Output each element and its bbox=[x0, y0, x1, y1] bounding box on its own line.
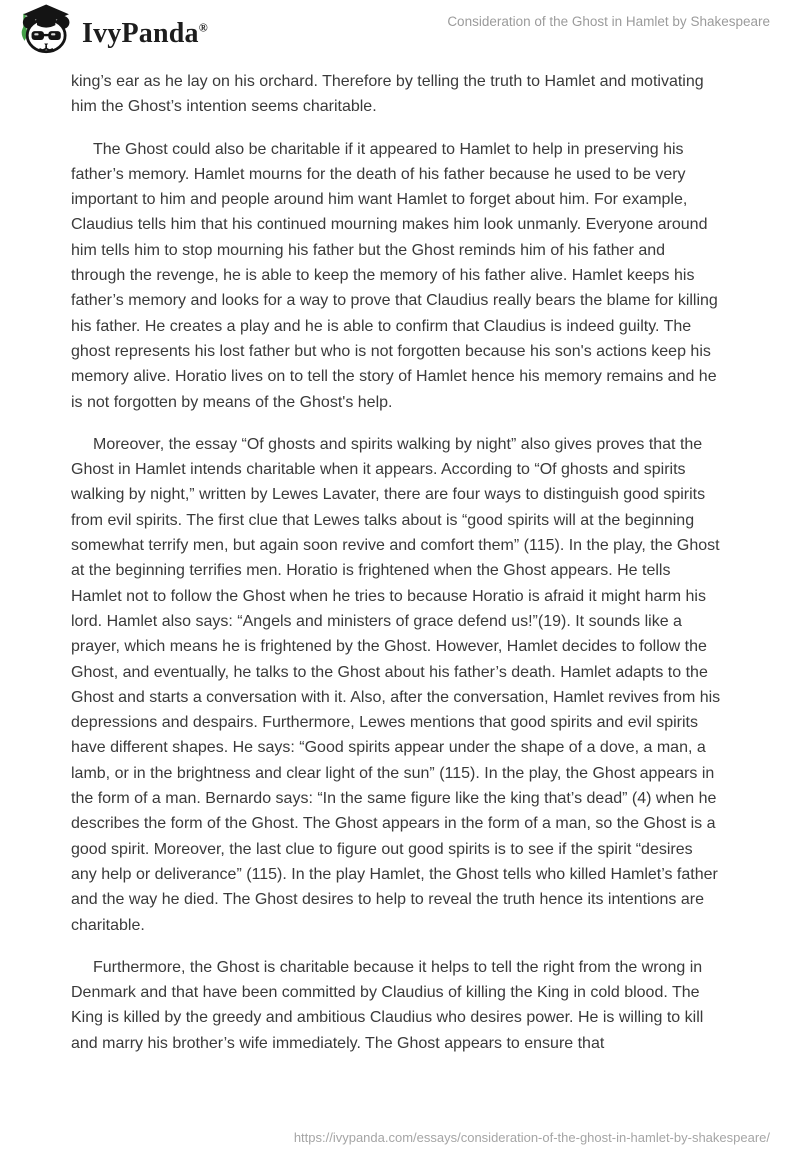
essay-paragraph-3: Moreover, the essay “Of ghosts and spirits walking by night” also gives proves that the Ghost in Hamlet intends charitable when it appears. According to “Of ghosts and spirits walking by night,” written by Lewes Lavater, there are four ways to distinguish good spirits from evil spirits. The first clue that Lewes talks about is “good spirits will at the beginning somewhat terrify men, but again soon revive and comfort them” (115). In the play, the Ghost at the beginning terrifies men. Horatio is frightened when the Ghost appears. He tells Hamlet not to follow the Ghost when he tries to because Horatio is afraid it might harm his lord. Hamlet also says: “Angels and ministers of grace defend us!”(19). It sounds like a prayer, which means he is frightened by the Ghost. However, Hamlet decides to follow the Ghost, and eventually, he talks to the Ghost about his father’s death. Hamlet adapts to the Ghost and starts a conversation with it. Also, after the conversation, Hamlet revives from his depressions and despairs. Furthermore, Lewes mentions that good spirits and evil spirits have different shapes. He says: “Good spirits appear under the shape of a dove, a man, a lamb, or in the brightness and clear light of the sun” (115). In the play, the Ghost appears in the form of a man. Bernardo says: “In the same figure like the king that’s dead” (4) when he describes the form of the Ghost. The Ghost appears in the form of a man, so the Ghost is a good spirit. Moreover, the last clue to figure out good spirits is to see if the spirit “desires any help or deliverance” (115). In the play Hamlet, the Ghost tells who killed Hamlet’s father and the way he died. The Ghost desires to help to reveal the truth hence its intentions are charitable. bbox=[71, 435, 721, 934]
ivypanda-panda-icon bbox=[15, 4, 73, 56]
brand-logo[interactable] bbox=[15, 4, 208, 56]
brand-name bbox=[82, 12, 208, 48]
essay-paragraph-1: king’s ear as he lay on his orchard. Therefore by telling the truth to Hamlet and motivating him the Ghost’s intention seems charitable. bbox=[71, 73, 704, 116]
brand-name-text: IvyPanda bbox=[82, 18, 199, 49]
essay-paragraph-4: Furthermore, the Ghost is charitable because it helps to tell the right from the wrong in Denmark and that have been committed by Claudius of killing the King in cold blood. The King is killed by the greedy and ambitious Claudius who desires power. He is willing to kill and marry his brother’s wife immediately. The Ghost appears to ensure that bbox=[71, 958, 704, 1052]
page-footer bbox=[294, 1129, 770, 1147]
document-title: Consideration of the Ghost in Hamlet by Shakespeare bbox=[447, 14, 770, 29]
essay-paragraph-2: The Ghost could also be charitable if it appeared to Hamlet to help in preserving his father’s memory. Hamlet mourns for the death of his father because he used to be very important to him and people around him want Hamlet to forget about him. For example, Claudius tells him that his continued mourning makes him look unmanly. Everyone around him tells him to stop mourning his father but the Ghost reminds him of his father and through the revenge, he is able to keep the memory of his father alive. Hamlet keeps his father’s memory and looks for a way to prove that Claudius really bears the blame for killing his father. He creates a play and he is able to confirm that Claudius is indeed guilty. The ghost represents his lost father but who is not forgotten because his son's actions keep his memory alive. Horatio lives on to tell the story of Hamlet hence his memory remains and he is not forgotten by means of the Ghost's help. bbox=[71, 140, 718, 411]
source-url-link[interactable]: https://ivypanda.com/essays/consideration-of-the-ghost-in-hamlet-by-shakespeare/ bbox=[293, 1130, 770, 1145]
essay-body bbox=[71, 69, 721, 1073]
registered-trademark: ® bbox=[198, 20, 208, 35]
page-header bbox=[0, 0, 800, 62]
